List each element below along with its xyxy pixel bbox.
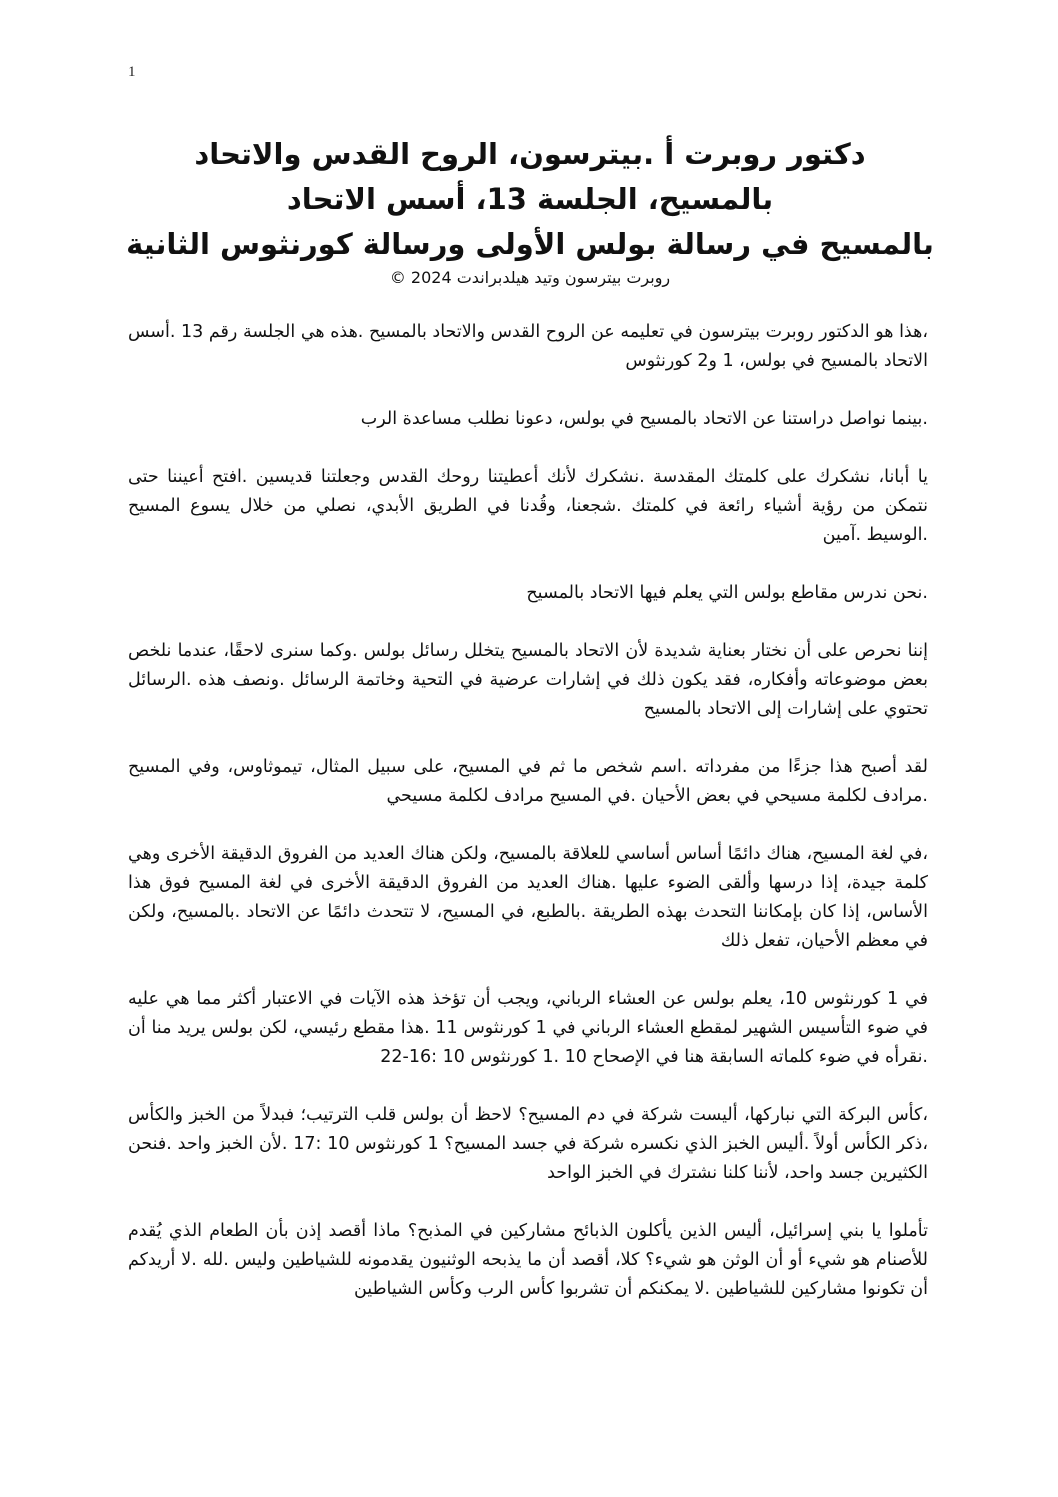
page-number: 1: [128, 64, 136, 80]
paragraph-careful-selection: إننا نحرص على أن نختار بعناية شديدة لأن الاتحاد بالمسيح يتخلل رسائل بولس .وكما سنرى لاحقًا، عندما نلخص بعض موضوعاته وأفكاره، فقد يكون ذلك في إشارات عرضية في التحية وخاتمة الرسائل .ونصف هذه .الرسائل تحتوي على إشارات إلى الاتحاد بالمسيح: [128, 641, 928, 719]
document-header: [120, 132, 940, 289]
paragraph-prayer: يا أبانا، نشكرك على كلمتك المقدسة .نشكرك لأنك أعطيتنا روحك القدس وجعلتنا قديسين .افتح أعيننا حتى نتمكن من رؤية أشياء رائعة في كلمتك .شجعنا، وقُدنا في الطريق الأبدي، نصلي من خلال يسوع المسيح .الوسيط .آمين: [128, 467, 928, 545]
title-line-1: دكتور روبرت أ .بيترسون، الروح القدس والاتحاد: [194, 137, 866, 171]
paragraph-israel-sacrifices: تأملوا يا بني إسرائيل، أليس الذين يأكلون الذبائح مشاركين في المذبح؟ ماذا أقصد إذن بأن الطعام الذي يُقدم للأصنام هو شيء أو أن الوثن هو شيء؟ كلا، أقصد أن ما يذبحه الوثنيون يقدمونه للشياطين وليس .لله .لا أريدكم أن تكونوا مشاركين للشياطين .لا يمكنكم أن تشربوا كأس الرب وكأس الشياطين: [128, 1221, 928, 1299]
paragraph-cup-of-blessing: ،كأس البركة التي نباركها، أليست شركة في دم المسيح؟ لاحظ أن بولس قلب الترتيب؛ فبدلاً من الخبز والكأس ،ذكر الكأس أولاً .أليس الخبز الذي نكسره شركة في جسد المسيح؟ 1 كورنثوس 10 :17 .لأن الخبز واحد .فنحن الكثيرين جسد واحد، لأننا كلنا نشترك في الخبز الواحد: [128, 1105, 928, 1183]
paragraph-lords-supper: في 1 كورنثوس 10، يعلم بولس عن العشاء الرباني، ويجب أن تؤخذ هذه الآيات في الاعتبار أكثر مما هي عليه في ضوء التأسيس الشهير لمقطع العشاء الرباني في 1 كورنثوس 11 .هذا مقطع رئيسي، لكن بولس يريد منا أن .نقرأه في ضوء كلماته السابقة هنا في الإصحاح 10 .1 كورنثوس 10 :16-22: [128, 989, 929, 1067]
paragraph-prayer-request: .بينما نواصل دراستنا عن الاتحاد بالمسيح في بولس، دعونا نطلب مساعدة الرب: [360, 409, 928, 429]
paragraph-study-note: .نحن ندرس مقاطع بولس التي يعلم فيها الاتحاد بالمسيح: [526, 583, 928, 603]
paragraph-vocabulary: لقد أصبح هذا جزءًا من مفرداته .اسم شخص ما ثم في المسيح، على سبيل المثال، تيموثاوس، وفي المسيح .مرادف لكلمة مسيحي في بعض الأحيان .في المسيح مرادف لكلمة مسيحي: [128, 757, 928, 806]
title-line-3: بالمسيح في رسالة بولس الأولى ورسالة كورنثوس الثانية: [126, 227, 934, 261]
document-body: [128, 318, 928, 1333]
paragraph-nuances: ،في لغة المسيح، هناك دائمًا أساس أساسي للعلاقة بالمسيح، ولكن هناك العديد من الفروق الدقيقة الأخرى وهي كلمة جيدة، إذا درسها وألقى الضوء عليها .هناك العديد من الفروق الدقيقة الأخرى في لغة المسيح فوق هذا الأساس، إذا كان بإمكاننا التحدث بهذه الطريقة .بالطبع، في المسيح، لا تتحدث دائمًا عن الاتحاد .بالمسيح، ولكن في معظم الأحيان، تفعل ذلك: [128, 844, 928, 951]
paragraph-intro: ،هذا هو الدكتور روبرت بيترسون في تعليمه عن الروح القدس والاتحاد بالمسيح .هذه هي الجلسة رقم 13 .أسس الاتحاد بالمسيح في بولس، 1 و2 كورنثوس: [128, 322, 928, 371]
title-line-2: بالمسيح، الجلسة 13، أسس الاتحاد: [286, 182, 774, 216]
copyright-line: روبرت بيترسون وتيد هيلدبراندت 2024 ©: [389, 268, 671, 287]
